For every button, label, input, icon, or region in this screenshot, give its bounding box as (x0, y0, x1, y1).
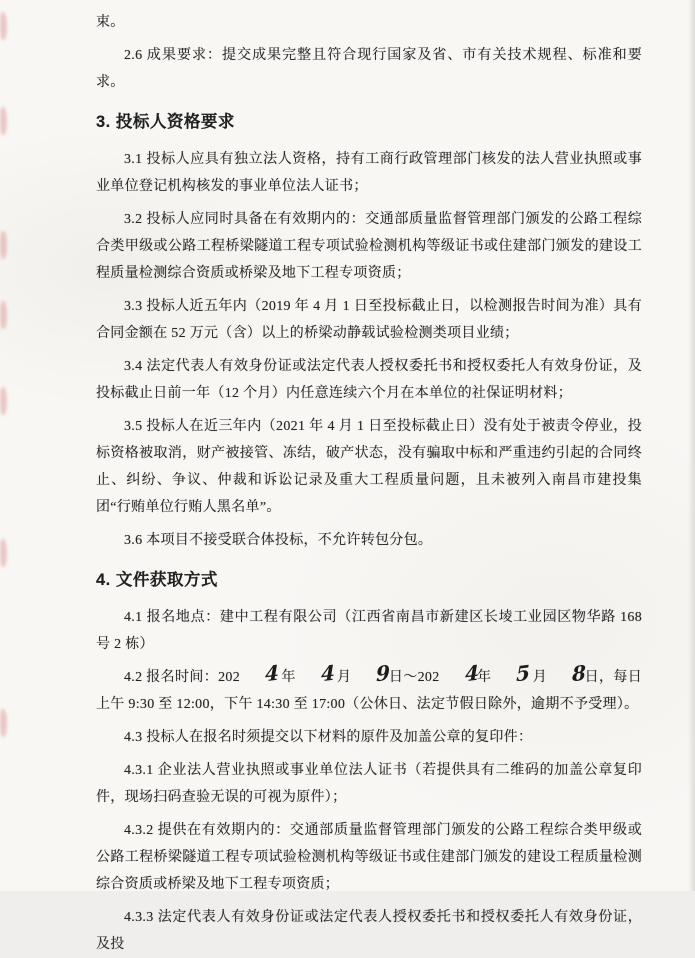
printed-text: 日～202 (388, 670, 440, 685)
paragraph: 2.6 成果要求：提交成果完整且符合现行国家及省、市有关技术规程、标准和要求。 (96, 48, 642, 90)
paragraph: 3.5 投标人在近三年内（2021 年 4 月 1 日至投标截止日）没有处于被责令停业，投标资格被取消，财产被接管、冻结，破产状态，没有骗取中标和严重违约引起的合同终止、纠纷、争议、仲裁和诉讼记录及重大工程质量问题，且未被列入南昌市建投集团“行贿单位行贿人黑名单”。 (96, 419, 642, 515)
red-seal-smudge (0, 539, 7, 567)
printed-text: 年 (476, 670, 492, 685)
handwritten-digit: 4 (320, 660, 336, 687)
paragraph: 3.4 法定代表人有效身份证或法定代表人授权委托书和授权委托人有效身份证，及投标截止日前一年（12 个月）内任意连续六个月在本单位的社保证明材料； (96, 359, 642, 401)
paragraph: 4.3.2 提供在有效期内的：交通部质量监督管理部门颁发的公路工程综合类甲级或公路工程桥梁隧道工程专项试验检测机构等级证书或住建部门颁发的建设工程质量检测综合资质或桥梁及地下工程专项资质； (96, 823, 642, 892)
red-seal-smudge (0, 387, 7, 415)
section-heading: 4. 文件获取方式 (96, 571, 218, 589)
printed-text: 月 (528, 670, 548, 685)
section-heading: 3. 投标人资格要求 (96, 113, 235, 131)
document-body (96, 9, 642, 958)
paragraph: 3.2 投标人应同时具备在有效期内的：交通部质量监督管理部门颁发的公路工程综合类甲级或公路工程桥梁隧道工程专项试验检测机构等级证书或住建部门颁发的建设工程质量检测综合资质或桥梁及地下工程专项资质； (96, 212, 642, 281)
paragraph: 4.3.1 企业法人营业执照或事业单位法人证书（若提供具有二维码的加盖公章复印件，现场扫码查验无误的可视为原件）； (96, 763, 642, 805)
printed-text: 4.2 报名时间：202 (124, 670, 241, 685)
handwritten-digit: 9 (376, 660, 391, 687)
paragraph: 4.3 投标人在报名时须提交以下材料的原件及加盖公章的复印件： (124, 730, 533, 745)
paragraph: 4.1 报名地点：建中工程有限公司（江西省南昌市新建区长堎工业园区物华路 168 号 2 栋） (96, 610, 642, 652)
paragraph: 3.3 投标人近五年内（2019 年 4 月 1 日至投标截止日，以检测报告时间为准）具有合同金额在 52 万元（含）以上的桥梁动静载试验检测类项目业绩； (96, 299, 642, 341)
paragraph: 4.3.3 法定代表人有效身份证或法定代表人授权委托书和授权委托人有效身份证，及投 (96, 910, 642, 952)
handwritten-digit: 5 (516, 660, 531, 687)
printed-text: 月 (333, 670, 352, 685)
handwritten-digit: 8 (571, 660, 587, 687)
printed-text: 日，每日上午 9:30 至 12:00，下午 14:30 至 17:00（公休日、法定节假日除外，逾期不予受理）。 (96, 670, 642, 712)
red-seal-smudge (0, 107, 7, 135)
handwritten-digit: 4 (464, 660, 480, 687)
red-seal-smudge (0, 709, 7, 737)
printed-text: 年 (277, 670, 296, 685)
red-seal-smudge (0, 231, 7, 259)
paragraph: 束。 (96, 15, 125, 30)
paragraph (96, 660, 642, 718)
paragraph: 3.6 本项目不接受联合体投标，不允许转包分包。 (124, 533, 433, 548)
red-seal-smudge (0, 301, 7, 329)
handwritten-digit: 4 (264, 660, 280, 687)
red-seal-smudge (0, 12, 7, 40)
paragraph: 3.1 投标人应具有独立法人资格，持有工商行政管理部门核发的法人营业执照或事业单位登记机构核发的事业单位法人证书； (96, 152, 642, 194)
